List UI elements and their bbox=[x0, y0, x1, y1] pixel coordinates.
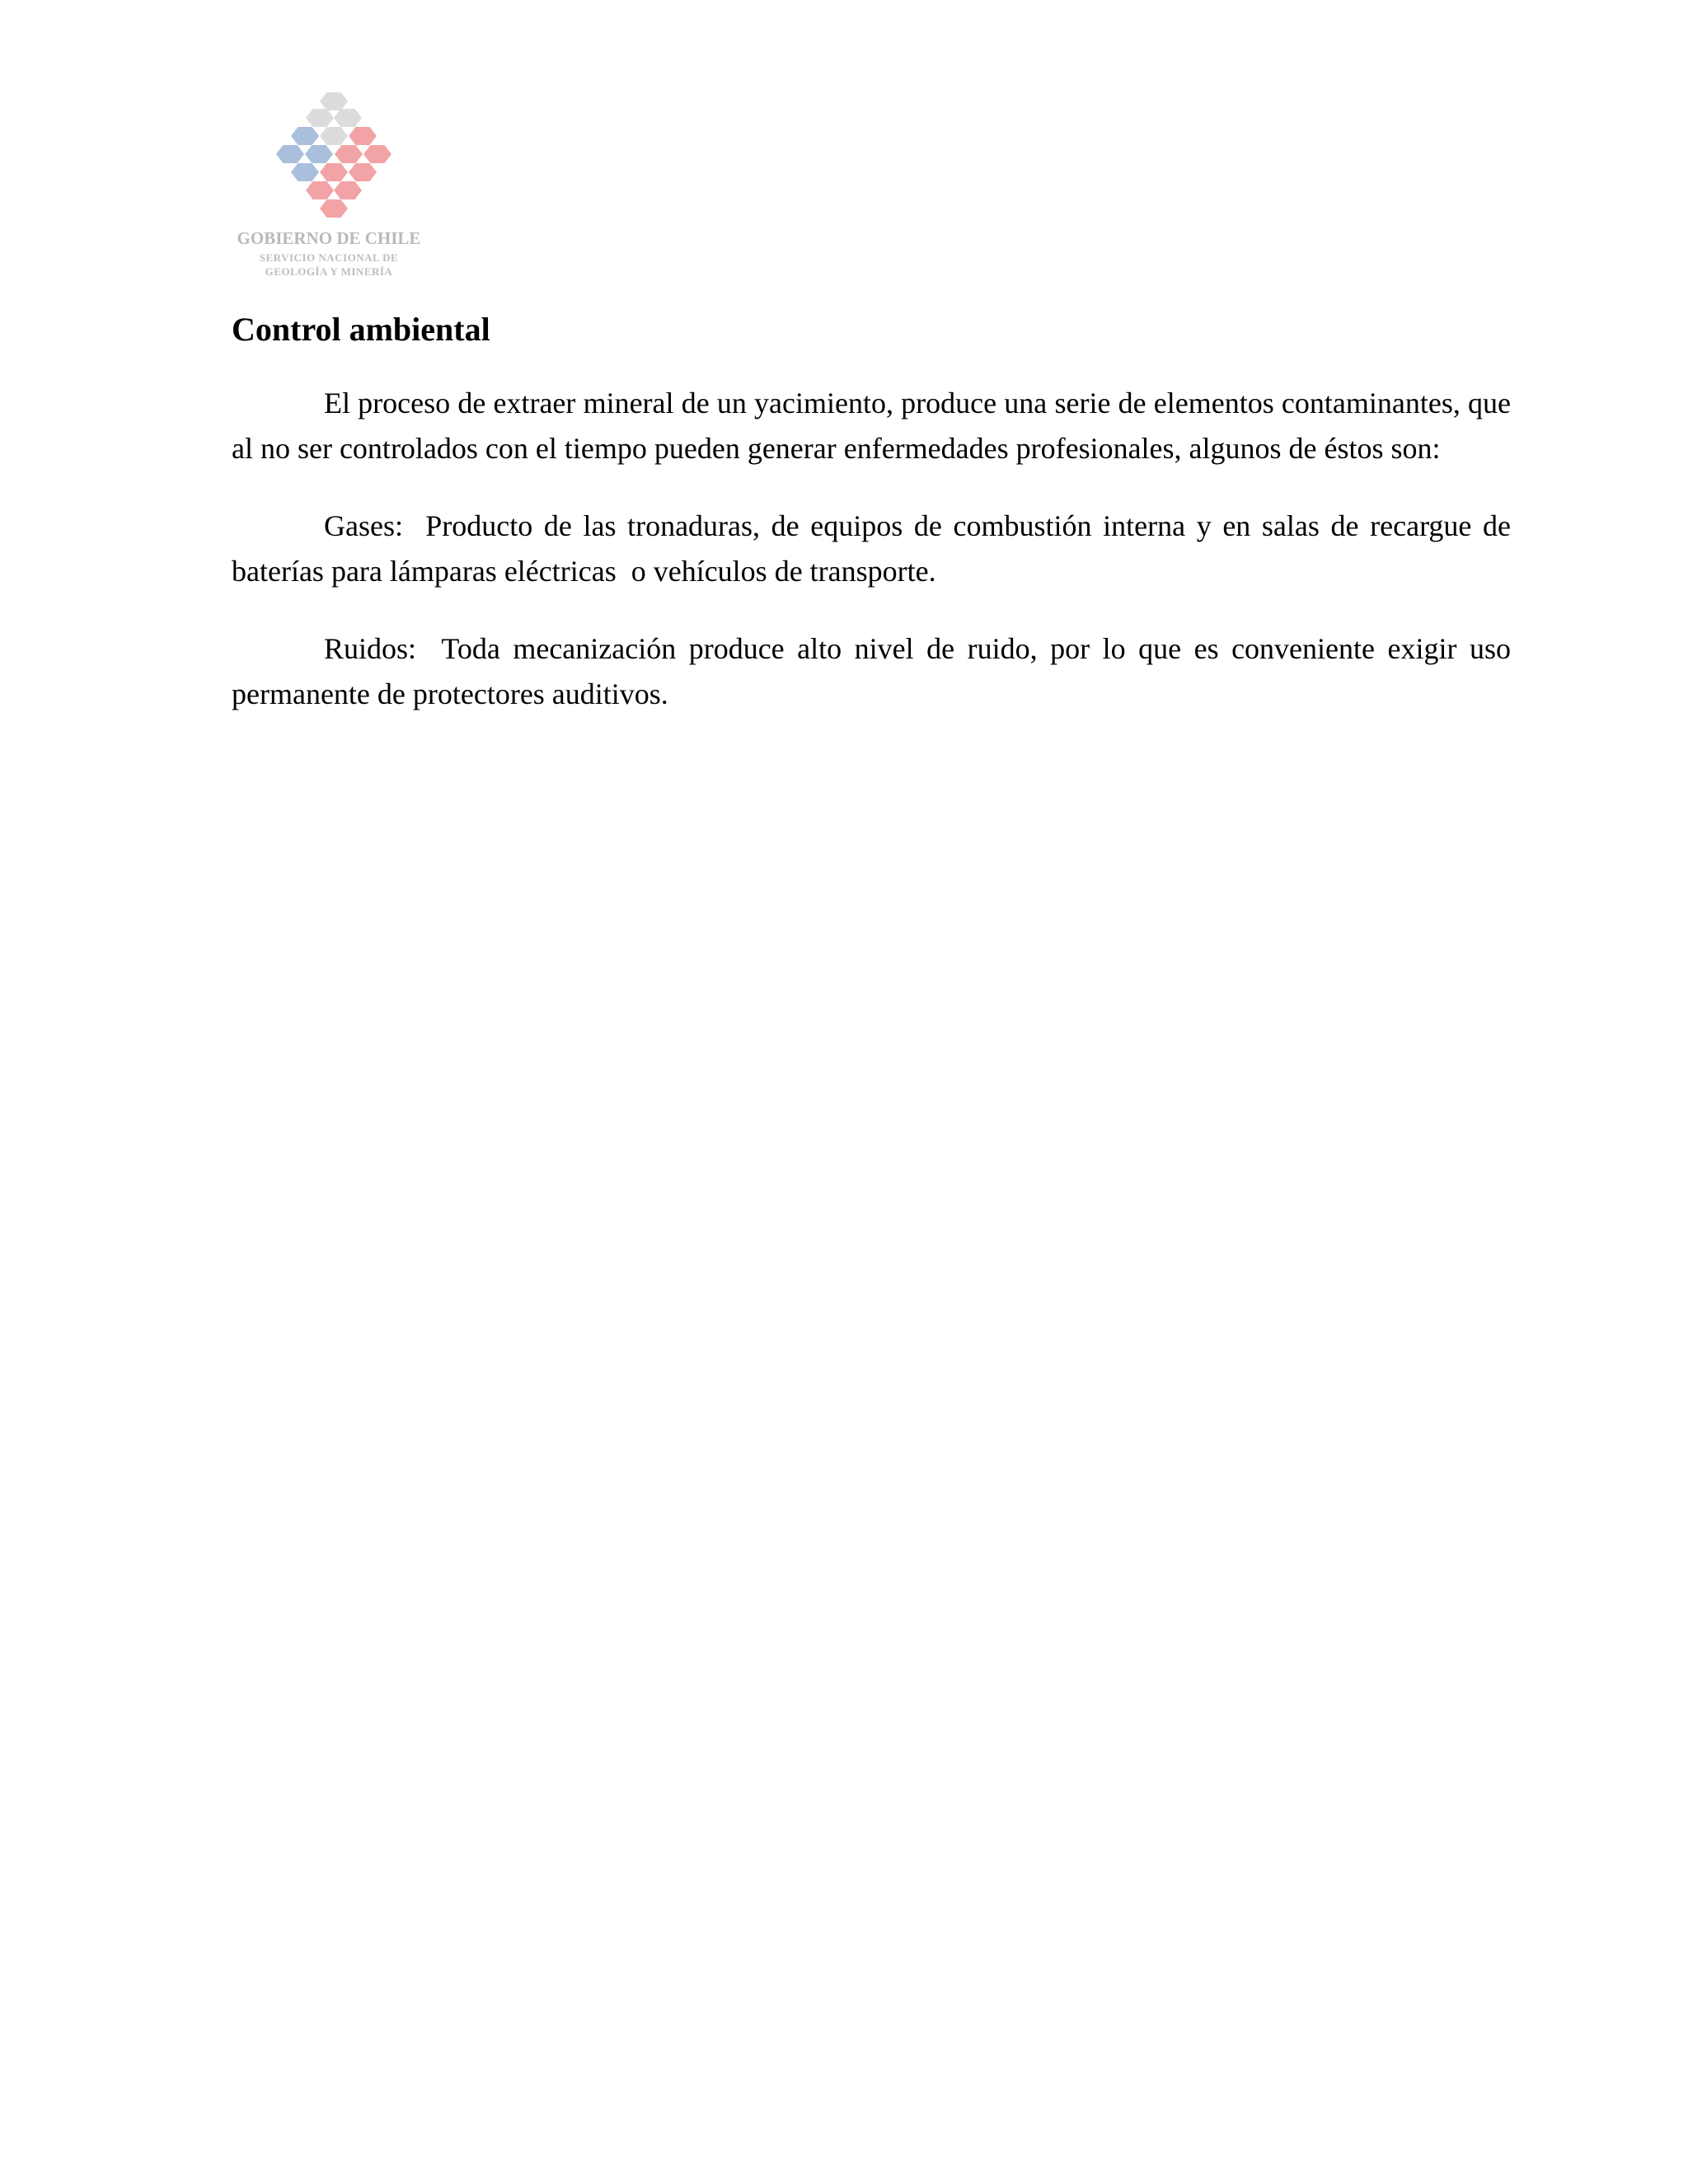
logo-hexagon-cell bbox=[276, 145, 304, 163]
logo-emblem-icon bbox=[256, 87, 412, 227]
logo-hexagon-cell bbox=[349, 127, 377, 145]
logo-hexagon-cell bbox=[320, 92, 348, 110]
logo-hexagon-cell bbox=[306, 109, 334, 127]
logo-hexagon-cell bbox=[320, 163, 348, 181]
logo-text-government: GOBIERNO DE CHILE bbox=[237, 228, 421, 248]
logo-hexagon-cell bbox=[349, 163, 377, 181]
logo-hexagon-cell bbox=[291, 127, 319, 145]
logo-hexagon-cell bbox=[291, 163, 319, 181]
logo-hexagon-cell bbox=[334, 181, 362, 199]
logo-hexagon-cell bbox=[306, 181, 334, 199]
logo-hexagon-cell bbox=[320, 127, 348, 145]
logo-hexagon-cell bbox=[334, 109, 362, 127]
logo-text-geology: GEOLOGÍA Y MINERÍA bbox=[265, 265, 393, 278]
paragraph-intro: El proceso de extraer mineral de un yacimiento, produce una serie de elementos contaminantes, que al no ser controlados con el tiempo pueden generar enfermedades profesionales, algunos de éstos son: bbox=[232, 387, 1518, 465]
logo-hexagon-cell bbox=[320, 199, 348, 218]
logo-hexagon-cell bbox=[335, 145, 363, 163]
paragraph-gases: Gases: Producto de las tronaduras, de equipos de combustión interna y en salas de recargue de baterías para lámparas eléctricas o vehículos de transporte. bbox=[232, 509, 1518, 588]
logo-hexagon-cell bbox=[305, 145, 333, 163]
government-logo bbox=[231, 87, 445, 288]
document-body bbox=[232, 307, 1518, 749]
section-heading: Control ambiental bbox=[232, 311, 490, 348]
logo-hexagon-cell bbox=[363, 145, 392, 163]
logo-text-service: SERVICIO NACIONAL DE bbox=[259, 251, 399, 264]
paragraph-ruidos: Ruidos: Toda mecanización produce alto nivel de ruido, por lo que es conveniente exigir uso permanente de protectores auditivos. bbox=[232, 632, 1518, 710]
